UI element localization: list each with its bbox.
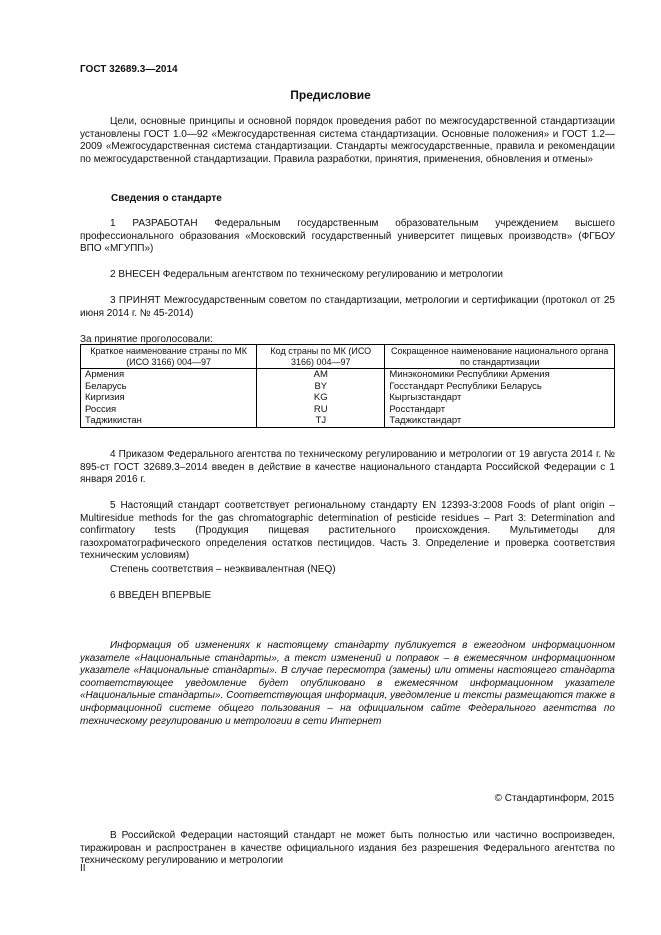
degree-of-correspondence: Степень соответствия – неэквивалентная (NEQ) xyxy=(110,564,336,575)
body-cell: Минэкономики Республики Армения xyxy=(385,369,615,381)
country-cell: Россия xyxy=(81,404,257,416)
table-header-row xyxy=(81,345,615,369)
body-cell: Росстандарт xyxy=(385,404,615,416)
table-row xyxy=(81,404,615,416)
header-code: Код страны по МК (ИСО 3166) 004—97 xyxy=(257,345,385,369)
table-row xyxy=(81,369,615,381)
country-cell: Беларусь xyxy=(81,381,257,393)
country-cell: Киргизия xyxy=(81,392,257,404)
table-row xyxy=(81,381,615,393)
table-row xyxy=(81,392,615,404)
info-heading: Сведения о стандарте xyxy=(111,193,222,204)
page-title: Предисловие xyxy=(290,88,371,102)
item-introduced: 2 ВНЕСЕН Федеральным агентством по техническому регулированию и метрологии xyxy=(110,269,503,280)
change-notice: Информация об изменениях к настоящему стандарту публикуется в ежегодном информационном указателе «Национальные стандарты», а текст изменений и поправок – в ежемесячном информационном указателе «Национальные стандарты». В случае пересмотра (замены) или отмены настоящего стандарта соответствующее уведомление будет опубликовано в ежемесячном информационном указателе «Национальные стандарты». Соответствующая информация, уведомление и тексты размещаются также в информационной системе общего пользования – на официальном сайте Федерального агентства по техническому регулированию и метрологии в сети Интернет xyxy=(80,640,615,727)
voting-label: За принятие проголосовали: xyxy=(80,334,213,345)
page-number: II xyxy=(80,863,86,874)
country-cell: Армения xyxy=(81,369,257,381)
item-first-time: 6 ВВЕДЕН ВПЕРВЫЕ xyxy=(110,590,212,601)
item-correspondence: 5 Настоящий стандарт соответствует региональному стандарту EN 12393-3:2008 Foods of plant origin – Multiresidue methods for the gas chromatographic determination of pesticide residues – Part 3: Determination and confirmatory tests (Продукция пищевая растительного происхождения. Мультиметоды для газохроматографического определения остатков пестицидов. Часть 3. Определение и проверка соответствия техническим условиям) xyxy=(80,500,615,562)
body-cell: Кыргызстандарт xyxy=(385,392,615,404)
reproduction-notice: В Российской Федерации настоящий стандарт не может быть полностью или частично воспроизведен, тиражирован и распространен в качестве официального издания без разрешения Федерального агентства по техническому регулированию и метрологии xyxy=(80,830,615,867)
item-adopted: 3 ПРИНЯТ Межгосударственным советом по стандартизации, метрологии и сертификации (протокол от 25 июня 2014 г. № 45-2014) xyxy=(80,295,615,319)
code-cell: RU xyxy=(257,404,385,416)
code-cell: AM xyxy=(257,369,385,381)
body-cell: Госстандарт Республики Беларусь xyxy=(385,381,615,393)
voting-table xyxy=(80,344,615,428)
copyright-notice: © Стандартинформ, 2015 xyxy=(494,793,614,804)
body-cell: Таджикстандарт xyxy=(385,415,615,427)
code-cell: BY xyxy=(257,381,385,393)
header-body: Сокращенное наименование национального органа по стандартизации xyxy=(385,345,615,369)
item-developed: 1 РАЗРАБОТАН Федеральным государственным образовательным учреждением высшего профессионального образования «Московский государственный университет пищевых производств» (ФГБОУ ВПО «МГУПП») xyxy=(80,218,615,255)
code-cell: TJ xyxy=(257,415,385,427)
header-country: Краткое наименование страны по МК (ИСО 3166) 004—97 xyxy=(81,345,257,369)
standard-code: ГОСТ 32689.3—2014 xyxy=(80,64,178,75)
table-row xyxy=(81,415,615,427)
intro-paragraph: Цели, основные принципы и основной порядок проведения работ по межгосударственной стандартизации установлены ГОСТ 1.0—92 «Межгосударственная система стандартизации. Основные положения» и ГОСТ 1.2—2009 «Межгосударственная система стандартизации. Стандарты межгосударственные, правила и рекомендации по межгосударственной стандартизации. Правила разработки, принятия, применения, обновления и отмены» xyxy=(80,116,615,165)
code-cell: KG xyxy=(257,392,385,404)
item-order: 4 Приказом Федерального агентства по техническому регулированию и метрологии от 19 августа 2014 г. № 895-ст ГОСТ 32689.3–2014 введен в действие в качестве национального стандарта Российской Федерации с 1 января 2016 г. xyxy=(80,449,615,486)
country-cell: Таджикистан xyxy=(81,415,257,427)
